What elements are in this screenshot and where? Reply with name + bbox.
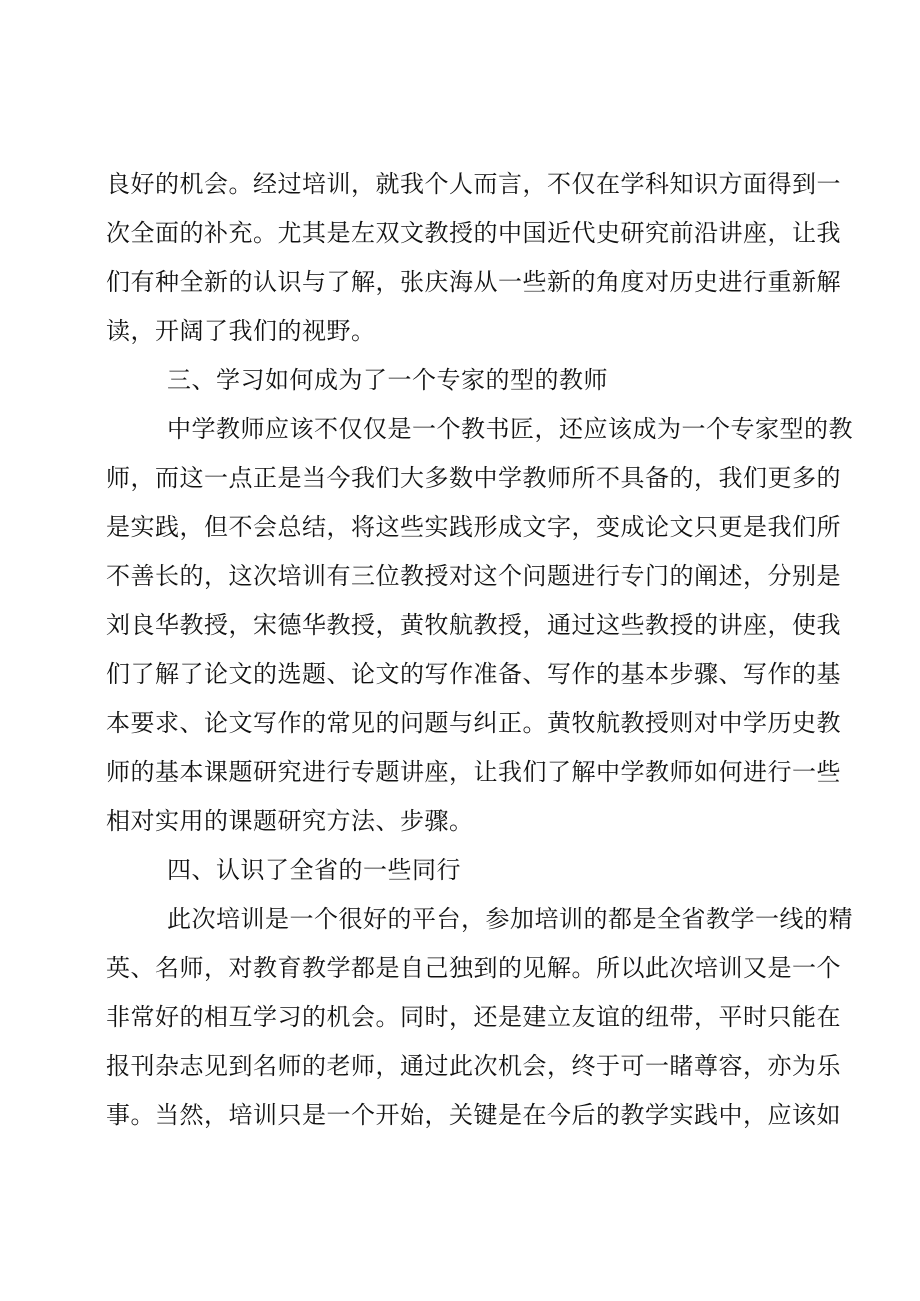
paragraph-line: 本要求、论文写作的常见的问题与纠正。黄牧航教授则对中学历史教 — [106, 709, 841, 737]
paragraph-line: 相对实用的课题研究方法、步骤。 — [106, 807, 474, 835]
paragraph-line: 们有种全新的认识与了解，张庆海从一些新的角度对历史进行重新解 — [106, 268, 841, 296]
paragraph-line: 不善长的，这次培训有三位教授对这个问题进行专门的阐述，分别是 — [106, 562, 841, 590]
paragraph-line: 刘良华教授，宋德华教授，黄牧航教授，通过这些教授的讲座，使我 — [106, 611, 841, 639]
paragraph-line: 师，而这一点正是当今我们大多数中学教师所不具备的，我们更多的 — [106, 464, 841, 492]
paragraph-line: 英、名师，对教育教学都是自己独到的见解。所以此次培训又是一个 — [106, 954, 841, 982]
paragraph-line: 报刊杂志见到名师的老师，通过此次机会，终于可一睹尊容，亦为乐 — [106, 1052, 841, 1080]
paragraph-line: 非常好的相互学习的机会。同时，还是建立友谊的纽带，平时只能在 — [106, 1003, 841, 1031]
paragraph-line: 事。当然，培训只是一个开始，关键是在今后的教学实践中，应该如 — [106, 1101, 841, 1129]
section-heading: 四、认识了全省的一些同行 — [167, 856, 461, 884]
paragraph-line: 良好的机会。经过培训，就我个人而言，不仅在学科知识方面得到一 — [106, 170, 841, 198]
paragraph-line: 们了解了论文的选题、论文的写作准备、写作的基本步骤、写作的基 — [106, 660, 841, 688]
paragraph-line: 次全面的补充。尤其是左双文教授的中国近代史研究前沿讲座，让我 — [106, 219, 841, 247]
paragraph-line: 此次培训是一个很好的平台，参加培训的都是全省教学一线的精 — [167, 905, 853, 933]
paragraph-line: 中学教师应该不仅仅是一个教书匠，还应该成为一个专家型的教 — [167, 415, 853, 443]
paragraph-line: 师的基本课题研究进行专题讲座，让我们了解中学教师如何进行一些 — [106, 758, 841, 786]
section-heading: 三、学习如何成为了一个专家的型的教师 — [167, 366, 608, 394]
paragraph-line: 读，开阔了我们的视野。 — [106, 317, 376, 345]
paragraph-line: 是实践，但不会总结，将这些实践形成文字，变成论文只更是我们所 — [106, 513, 841, 541]
